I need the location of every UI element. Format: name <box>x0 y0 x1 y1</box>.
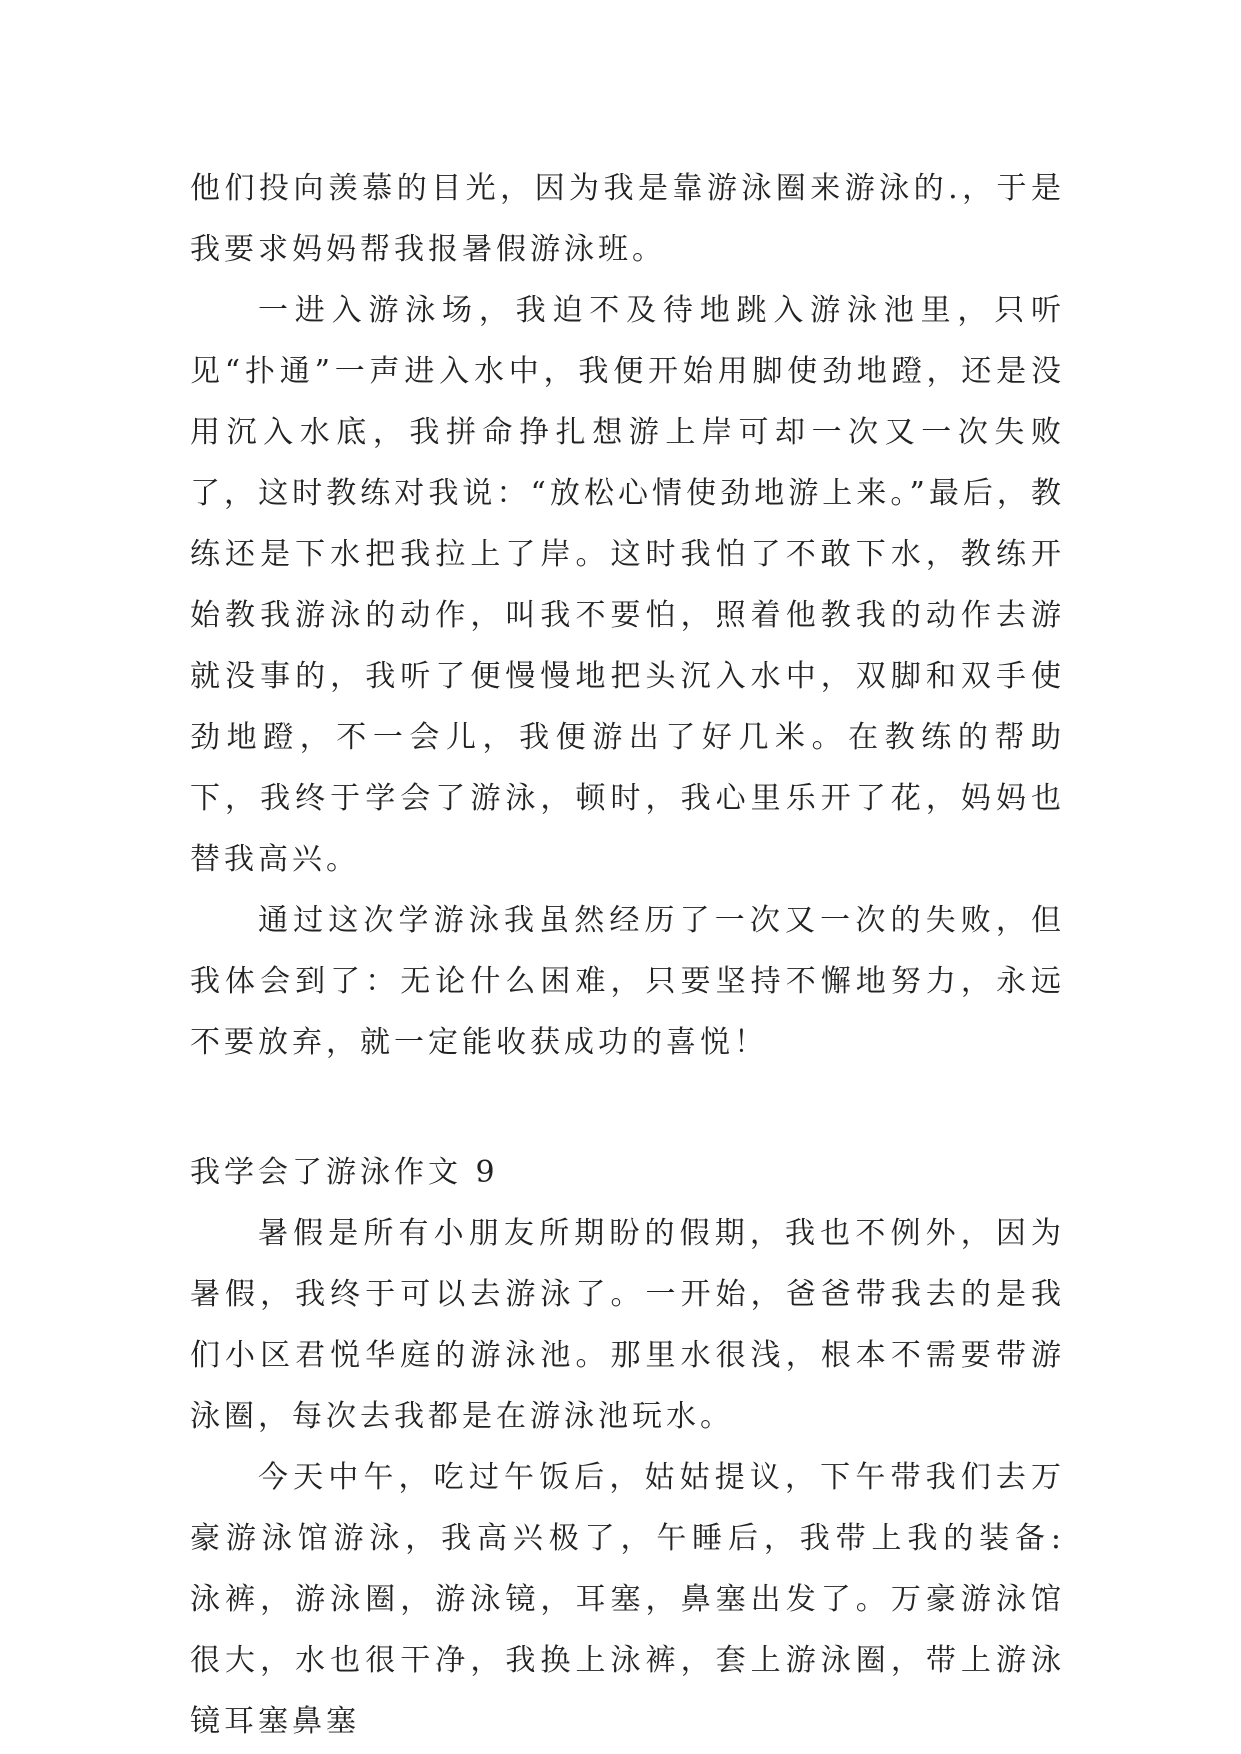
paragraph-5: 今天中午，吃过午饭后，姑姑提议，下午带我们去万豪游泳馆游泳，我高兴极了，午睡后，我带上我的装备: 泳裤，游泳圈，游泳镜，耳塞，鼻塞出发了。万豪游泳馆很大，水也很干净，我换上泳裤，套上游泳圈，带上游泳镜耳塞鼻塞 <box>190 1460 1065 1739</box>
paragraph-1: 他们投向羡慕的目光，因为我是靠游泳圈来游泳的.，于是我要求妈妈帮我报暑假游泳班。 <box>190 171 1065 267</box>
paragraph-4: 暑假是所有小朋友所期盼的假期，我也不例外，因为暑假，我终于可以去游泳了。一开始，爸爸带我去的是我们小区君悦华庭的游泳池。那里水很浅，根本不需要带游泳圈，每次去我都是在游泳池玩水。 <box>190 1216 1065 1434</box>
document-page <box>190 158 1065 1752</box>
paragraph-3: 通过这次学游泳我虽然经历了一次又一次的失败，但我体会到了：无论什么困难，只要坚持不懈地努力，永远不要放弃，就一定能收获成功的喜悦！ <box>190 903 1065 1060</box>
paragraph-2: 一进入游泳场，我迫不及待地跳入游泳池里，只听见“扑通”一声进入水中，我便开始用脚使劲地蹬，还是没用沉入水底，我拼命挣扎想游上岸可却一次又一次失败了，这时教练对我说：“放松心情使劲地游上来。”最后，教练还是下水把我拉上了岸。这时我怕了不敢下水，教练开始教我游泳的动作，叫我不要怕，照着他教我的动作去游就没事的，我听了便慢慢地把头沉入水中，双脚和双手使劲地蹬，不一会儿，我便游出了好几米。在教练的帮助下，我终于学会了游泳，顿时，我心里乐开了花，妈妈也替我高兴。 <box>190 293 1065 877</box>
section-title: 我学会了游泳作文 9 <box>190 1155 499 1190</box>
